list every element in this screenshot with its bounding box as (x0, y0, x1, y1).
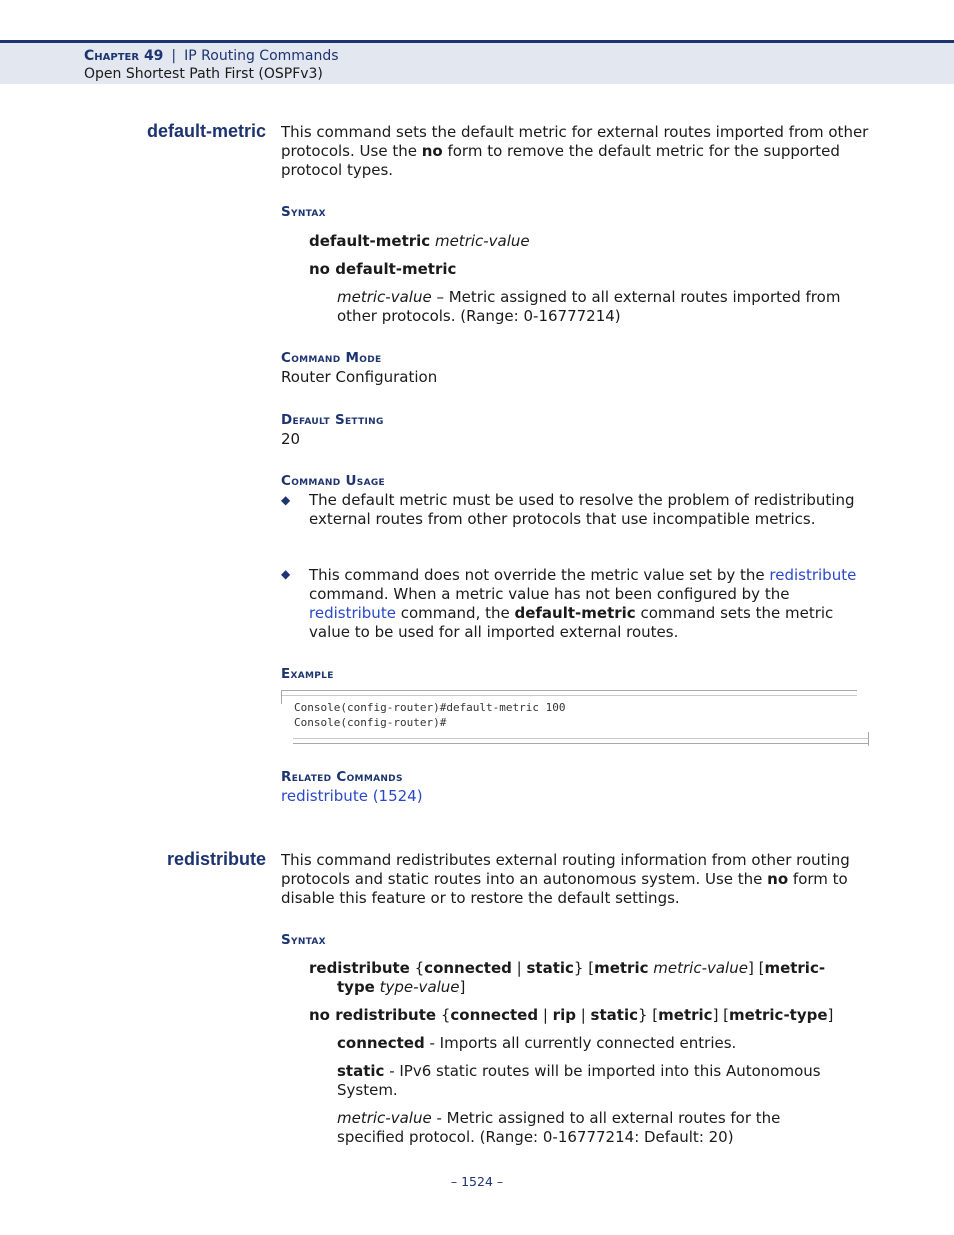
example-code-box (281, 690, 869, 745)
command-title-redistribute: redistribute (166, 849, 266, 869)
param-name: static (337, 1062, 385, 1080)
example-code: Console(config-router)#default-metric 100 Console(config-router)# (294, 701, 566, 729)
redistribute-syntax-2 (309, 1006, 833, 1025)
related-command-link[interactable]: redistribute (1524) (281, 787, 423, 805)
syntax-param: metric-value (653, 959, 748, 977)
syntax-param: type-value (379, 978, 460, 996)
syntax-command: no redistribute (309, 1006, 437, 1024)
redistribute-syntax-1 (309, 959, 887, 997)
syntax-punct: | (538, 1006, 553, 1024)
syntax-punct: } [ (637, 1006, 659, 1024)
page-header (0, 40, 954, 84)
redistribute-link[interactable]: redistribute (769, 566, 857, 584)
syntax-punct: | (575, 1006, 591, 1024)
syntax-param: metric-value (434, 232, 530, 250)
desc-text: form to remove the default metric for the supported protocol types. (281, 142, 840, 179)
usage-text: command sets the metric value to be used for all imported external routes. (309, 604, 834, 641)
command-title-default-metric: default-metric (146, 121, 266, 141)
syntax-command: redistribute (309, 959, 410, 977)
syntax-heading: Syntax (281, 932, 326, 948)
syntax-keyword: static (526, 959, 574, 977)
default-setting-heading: Default Setting (281, 412, 384, 428)
syntax-punct: { (409, 959, 425, 977)
syntax-punct: ] [ (712, 1006, 730, 1024)
param-desc: - IPv6 static routes will be imported into this Autonomous System. (337, 1062, 821, 1099)
desc-text: This command sets the default metric for external routes imported from other protocols. Use the (281, 123, 869, 160)
param-desc: - Imports all currently connected entries. (424, 1034, 737, 1052)
header-section: Open Shortest Path First (OSPFv3) (84, 66, 323, 82)
syntax-punct: } [ (573, 959, 595, 977)
param-static (337, 1062, 877, 1100)
usage-item-1: The default metric must be used to resolve the problem of redistributing external routes from other protocols that use incompatible metrics. (309, 491, 855, 528)
redistribute-description (281, 851, 871, 908)
command-mode-heading: Command Mode (281, 350, 382, 366)
syntax-punct: | (511, 959, 527, 977)
redistribute-link[interactable]: redistribute (309, 604, 396, 622)
param-desc: – Metric assigned to all external routes imported from other protocols. (Range: 0-16777214) (337, 288, 841, 325)
syntax-keyword: rip (552, 1006, 576, 1024)
param-name: metric-value (337, 288, 432, 306)
syntax-keyword: static (590, 1006, 638, 1024)
param-metric-value (337, 288, 877, 326)
usage-bold-command: default-metric (514, 604, 636, 622)
syntax-punct: { (436, 1006, 451, 1024)
param-name: connected (337, 1034, 425, 1052)
header-chapter-line (84, 48, 339, 64)
page-number: – 1524 – (450, 1174, 504, 1189)
code-border-right (865, 732, 869, 746)
syntax-keyword: connected (424, 959, 512, 977)
usage-text: command, the (395, 604, 515, 622)
bullet-diamond-icon: ◆ (281, 493, 291, 507)
code-border-top (281, 690, 857, 696)
desc-no-keyword: no (421, 142, 443, 160)
related-commands-heading: Related Commands (281, 769, 403, 785)
chapter-label: Chapter 49 (84, 48, 164, 64)
syntax-keyword: connected (450, 1006, 539, 1024)
bullet-diamond-icon: ◆ (281, 567, 291, 581)
usage-text: This command does not override the metric value set by the (309, 566, 770, 584)
code-border-bottom (293, 738, 869, 744)
param-metric-value (337, 1109, 837, 1147)
param-connected (337, 1034, 877, 1053)
syntax-keyword: metric- (764, 959, 826, 977)
default-setting-value: 20 (281, 430, 301, 448)
syntax-heading: Syntax (281, 204, 326, 220)
syntax-punct: ] (459, 978, 466, 996)
syntax-line-2 (309, 260, 456, 279)
syntax-keyword: metric (594, 959, 649, 977)
syntax-punct: ] (827, 1006, 834, 1024)
usage-text: command. When a metric value has not been configured by the (309, 585, 790, 603)
syntax-punct: ] [ (747, 959, 765, 977)
header-separator: | (171, 48, 177, 64)
syntax-command: default-metric (309, 232, 431, 250)
default-metric-description (281, 123, 871, 180)
example-heading: Example (281, 666, 334, 682)
usage-item-2 (309, 566, 874, 642)
syntax-keyword: metric-type (729, 1006, 828, 1024)
desc-no-keyword: no (767, 870, 789, 888)
syntax-keyword: type (337, 978, 375, 996)
param-desc: - Metric assigned to all external routes for the specified protocol. (Range: 0-16777214: Default: 20) (337, 1109, 781, 1146)
syntax-command: no default-metric (309, 260, 457, 278)
command-usage-heading: Command Usage (281, 473, 385, 489)
syntax-line-1 (309, 232, 530, 251)
code-border-left (281, 690, 285, 704)
command-mode-value: Router Configuration (281, 368, 438, 386)
chapter-title: IP Routing Commands (184, 48, 339, 64)
syntax-keyword: metric (658, 1006, 713, 1024)
desc-text: This command redistributes external routing information from other routing protocols and static routes into an autonomous system. Use the (281, 851, 850, 888)
param-name: metric-value (337, 1109, 432, 1127)
desc-text: form to disable this feature or to restore the default settings. (281, 870, 848, 907)
